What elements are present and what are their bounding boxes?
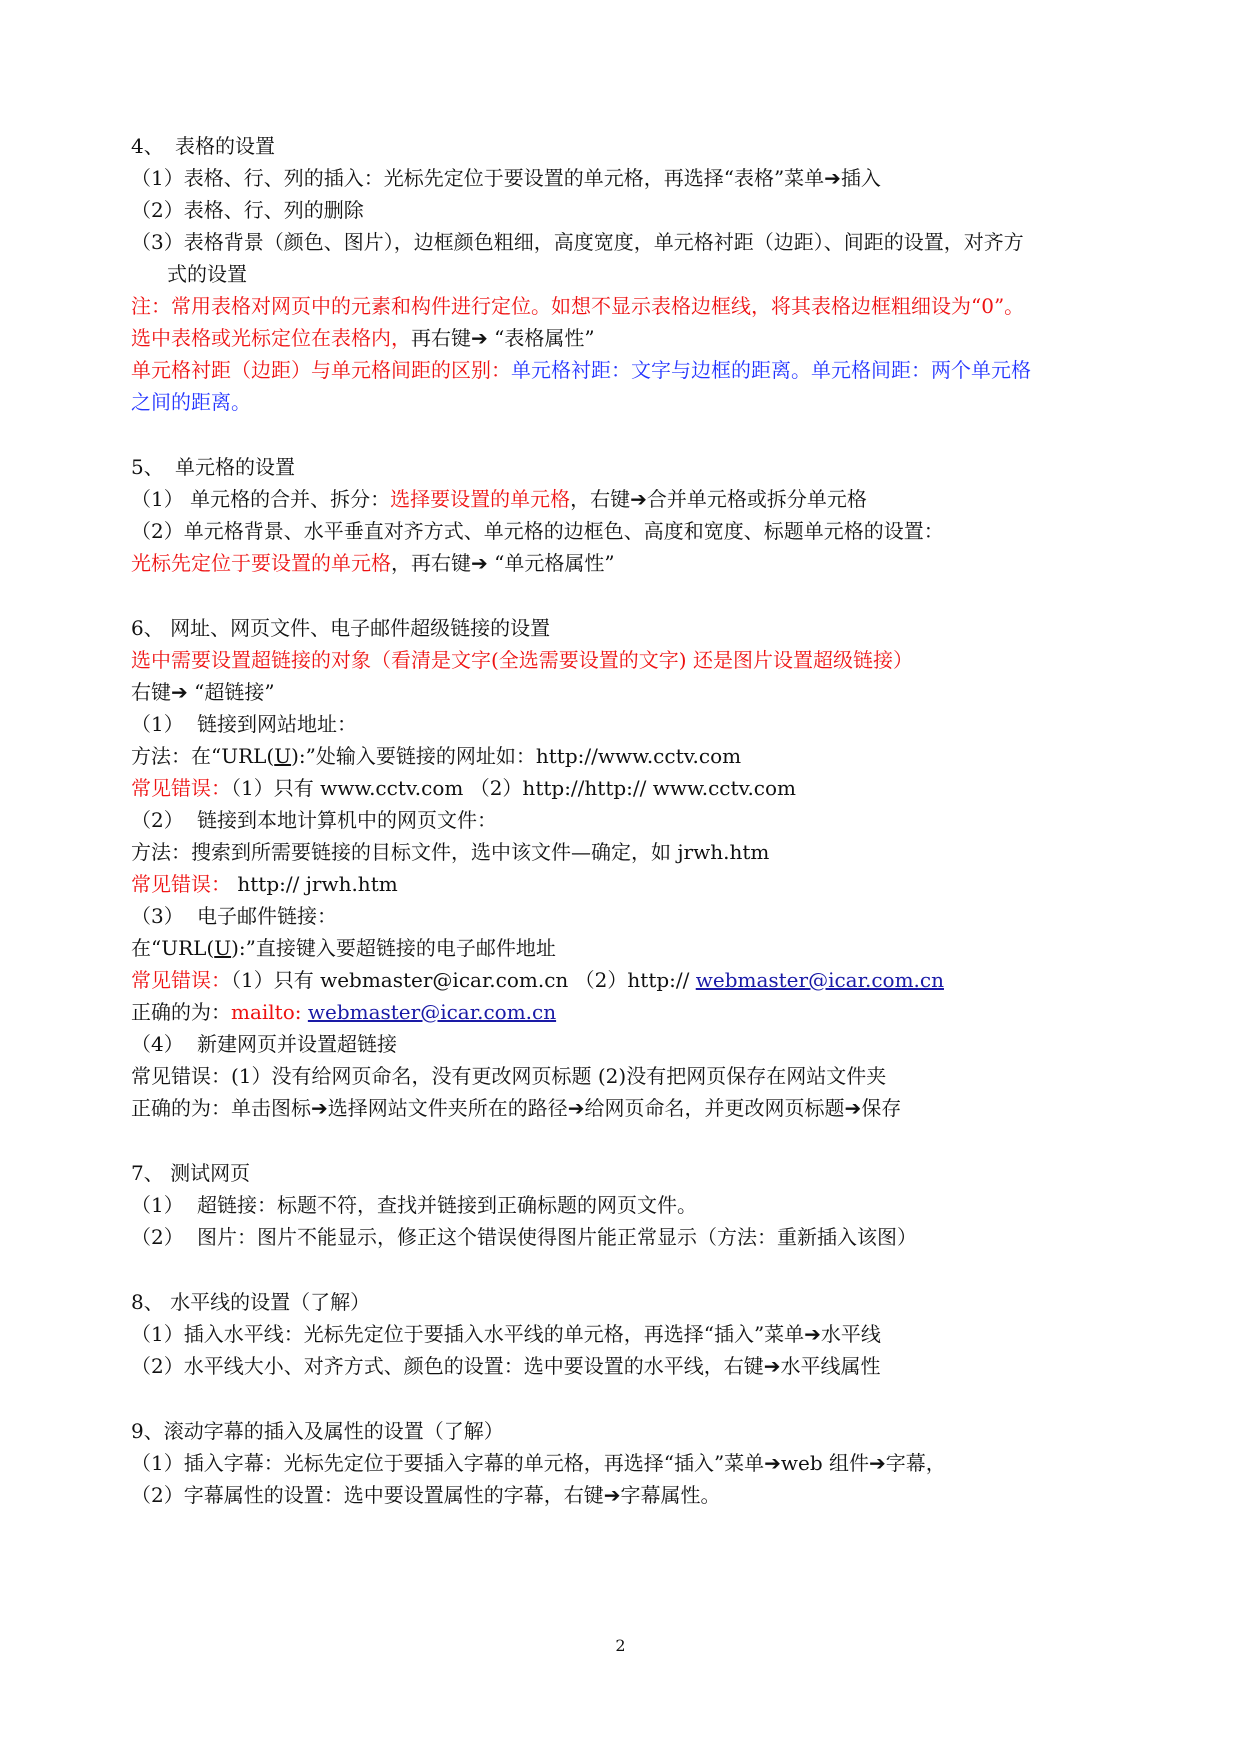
s4-line-3-cont: 式的设置 [167, 262, 247, 286]
s6-method-3-b: ):”直接键入要超链接的电子邮件地址 [231, 936, 556, 960]
s6-method-1-u: U [274, 744, 292, 768]
s6-select-note: 选中需要设置超链接的对象（看清是文字(全选需要设置的文字) 还是图片设置超级链接） [131, 648, 913, 672]
s4-line-2: （2）表格、行、列的删除 [131, 198, 364, 222]
s6-correct-4: 正确的为：单击图标➔选择网站文件夹所在的路径➔给网页命名，并更改网页标题➔保存 [131, 1096, 902, 1120]
section-5-title-text: 单元格的设置 [175, 455, 295, 479]
s5-line-1-red: 选择要设置的单元格 [390, 487, 571, 511]
s7-item-2 [131, 1225, 917, 1249]
s6-method-1-a: 方法：在“URL( [131, 744, 275, 768]
section-9-title: 9、滚动字幕的插入及属性的设置（了解） [131, 1419, 504, 1443]
section-5-title [131, 455, 295, 479]
s4-diff-line [131, 358, 1031, 382]
s6-item-3-text: 电子邮件链接： [197, 904, 337, 928]
s6-item-1-text: 链接到网站地址： [197, 712, 357, 736]
section-8-title: 8、 水平线的设置（了解） [131, 1290, 371, 1314]
s6-method-3 [131, 936, 556, 960]
section-4-title [131, 134, 275, 158]
s5-line-1 [131, 487, 867, 511]
s6-error-3 [131, 968, 944, 992]
s4-line-1: （1）表格、行、列的插入：光标先定位于要设置的单元格，再选择“表格”菜单➔插入 [131, 166, 881, 190]
s6-item-2 [131, 808, 497, 832]
s7-item-1-num: （1） [131, 1193, 184, 1217]
s5-line-1-b: ，右键➔合并单元格或拆分单元格 [570, 487, 867, 511]
page-number: 2 [615, 1636, 626, 1655]
s5-line-3-b: ，再右键➔ “单元格属性” [391, 551, 615, 575]
s6-error-1-text: （1）只有 www.cctv.com （2）http://http:// www.cctv.com [231, 776, 797, 800]
s6-error-1-label: 常见错误： [131, 776, 231, 800]
section-4-number: 4、 [131, 134, 164, 158]
s9-line-2: （2）字幕属性的设置：选中要设置属性的字幕，右键➔字幕属性。 [131, 1483, 721, 1507]
s6-error-2-label: 常见错误： [131, 872, 231, 896]
s6-item-4-num: （4） [131, 1032, 184, 1056]
s5-line-3 [131, 551, 615, 575]
s4-diff-blue-2: 之间的距离。 [131, 390, 251, 414]
s6-item-1 [131, 712, 357, 736]
s6-error-4: 常见错误：(1）没有给网页命名，没有更改网页标题 (2)没有把网页保存在网站文件夹 [131, 1064, 887, 1088]
s6-error-3-text: （1）只有 webmaster@icar.com.cn （2）http:// [231, 968, 696, 992]
s5-line-2: （2）单元格背景、水平垂直对齐方式、单元格的边框色、高度和宽度、标题单元格的设置： [131, 519, 944, 543]
s6-method-1 [131, 744, 741, 768]
s7-item-2-num: （2） [131, 1225, 184, 1249]
s6-error-3-email-link[interactable]: webmaster@icar.com.cn [695, 968, 944, 992]
s6-item-1-num: （1） [131, 712, 184, 736]
s6-error-2-text: http:// jrwh.htm [231, 872, 398, 896]
s4-note-1: 注：常用表格对网页中的元素和构件进行定位。如想不显示表格边框线，将其表格边框粗细设为“0”。 [131, 294, 1025, 318]
s6-correct-3-label: 正确的为： [131, 1000, 231, 1024]
s6-right-click: 右键➔ “超链接” [131, 680, 275, 704]
s6-item-4-text: 新建网页并设置超链接 [197, 1032, 397, 1056]
s6-method-1-b: ):”处输入要链接的网址如：http://www.cctv.com [291, 744, 742, 768]
s4-diff-red: 单元格衬距（边距）与单元格间距的区别： [131, 358, 511, 382]
s6-error-3-label: 常见错误： [131, 968, 231, 992]
section-7-title: 7、 测试网页 [131, 1161, 251, 1185]
s5-line-3-red: 光标先定位于要设置的单元格 [131, 551, 391, 575]
s6-correct-3 [131, 1000, 556, 1024]
s8-line-1: （1）插入水平线：光标先定位于要插入水平线的单元格，再选择“插入”菜单➔水平线 [131, 1322, 881, 1346]
s4-note-2-black: 再右键➔ “表格属性” [411, 326, 595, 350]
s4-note-2-red: 选中表格或光标定位在表格内， [131, 326, 411, 350]
s6-correct-3-email-link[interactable]: webmaster@icar.com.cn [307, 1000, 557, 1024]
s8-line-2: （2）水平线大小、对齐方式、颜色的设置：选中要设置的水平线，右键➔水平线属性 [131, 1354, 881, 1378]
s6-correct-3-mailto: mailto: [231, 1000, 308, 1024]
s6-item-3-num: （3） [131, 904, 184, 928]
s6-method-2: 方法：搜索到所需要链接的目标文件，选中该文件—确定，如 jrwh.htm [131, 840, 770, 864]
s6-item-3 [131, 904, 337, 928]
section-6-title: 6、 网址、网页文件、电子邮件超级链接的设置 [131, 616, 551, 640]
s6-item-4 [131, 1032, 397, 1056]
s6-item-2-text: 链接到本地计算机中的网页文件： [197, 808, 497, 832]
s6-error-2 [131, 872, 398, 896]
s6-error-1 [131, 776, 796, 800]
section-5-number: 5、 [131, 455, 164, 479]
s4-line-3: （3）表格背景（颜色、图片），边框颜色粗细，高度宽度，单元格衬距（边距）、间距的设置，对齐方 [131, 230, 1024, 254]
s4-diff-blue: 单元格衬距：文字与边框的距离。单元格间距：两个单元格 [511, 358, 1031, 382]
s7-item-1-text: 超链接：标题不符，查找并链接到正确标题的网页文件。 [197, 1193, 697, 1217]
s9-line-1: （1）插入字幕：光标先定位于要插入字幕的单元格，再选择“插入”菜单➔web 组件➔字幕， [131, 1451, 946, 1475]
s7-item-1 [131, 1193, 697, 1217]
s7-item-2-text: 图片：图片不能显示，修正这个错误使得图片能正常显示（方法：重新插入该图） [197, 1225, 917, 1249]
s5-line-1-a: （1） 单元格的合并、拆分： [131, 487, 391, 511]
s6-item-2-num: （2） [131, 808, 184, 832]
section-4-title-text: 表格的设置 [175, 134, 275, 158]
s6-method-3-u: U [214, 936, 232, 960]
s6-method-3-a: 在“URL( [131, 936, 215, 960]
s4-note-2 [131, 326, 595, 350]
